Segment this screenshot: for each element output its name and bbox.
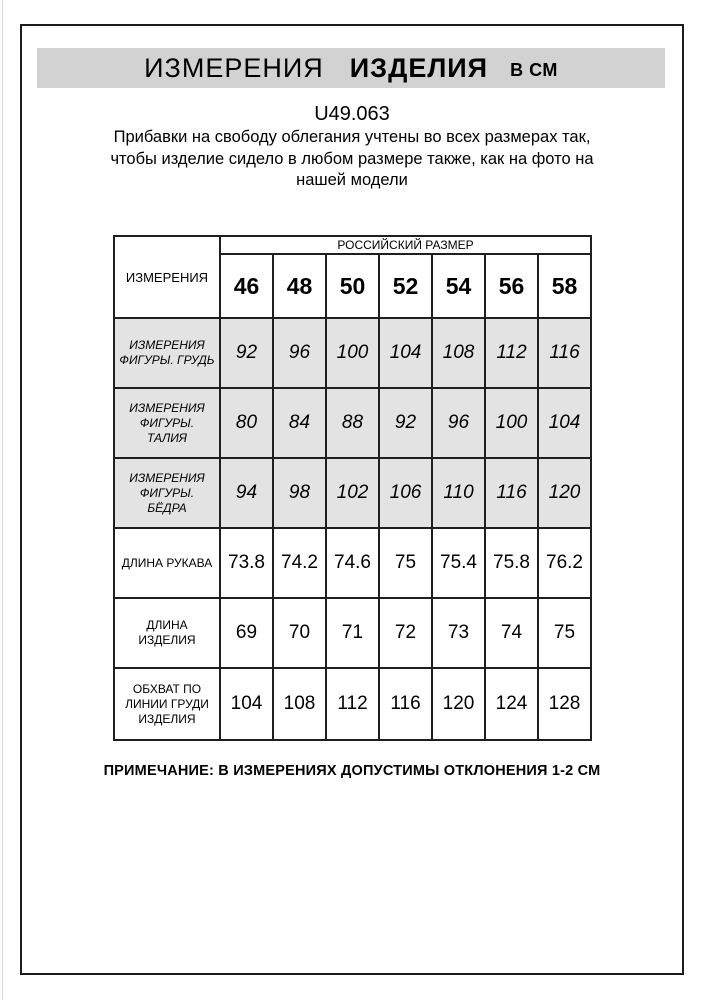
size-column-header: 50 <box>326 254 379 318</box>
value-cell: 116 <box>485 458 538 528</box>
value-cell: 76.2 <box>538 528 591 598</box>
value-cell: 110 <box>432 458 485 528</box>
value-cell: 92 <box>220 318 273 388</box>
value-cell: 74.6 <box>326 528 379 598</box>
value-cell: 104 <box>538 388 591 458</box>
note-text: ПРИМЕЧАНИЕ: В ИЗМЕРЕНИЯХ ДОПУСТИМЫ ОТКЛОНЕНИЯ 1-2 СМ <box>103 763 601 779</box>
page-frame <box>20 24 684 975</box>
value-cell: 74.2 <box>273 528 326 598</box>
value-cell: 80 <box>220 388 273 458</box>
value-cell: 108 <box>432 318 485 388</box>
row-label: ОБХВАТ ПО ЛИНИИ ГРУДИ ИЗДЕЛИЯ <box>114 668 220 740</box>
value-cell: 128 <box>538 668 591 740</box>
value-cell: 116 <box>538 318 591 388</box>
size-column-header: 58 <box>538 254 591 318</box>
value-cell: 70 <box>273 598 326 668</box>
value-cell: 73.8 <box>220 528 273 598</box>
value-cell: 106 <box>379 458 432 528</box>
row-label: ДЛИНА РУКАВА <box>114 528 220 598</box>
size-column-header: 48 <box>273 254 326 318</box>
value-cell: 116 <box>379 668 432 740</box>
value-cell: 84 <box>273 388 326 458</box>
value-cell: 75 <box>379 528 432 598</box>
value-cell: 100 <box>485 388 538 458</box>
value-cell: 75.8 <box>485 528 538 598</box>
row-label: ИЗМЕРЕНИЯ ФИГУРЫ. БЁДРА <box>114 458 220 528</box>
value-cell: 72 <box>379 598 432 668</box>
size-column-header: 46 <box>220 254 273 318</box>
size-table <box>113 235 592 741</box>
value-cell: 108 <box>273 668 326 740</box>
value-cell: 71 <box>326 598 379 668</box>
value-cell: 120 <box>432 668 485 740</box>
description-line-1: Прибавки на свободу облегания учтены во всех размерах так, <box>113 128 591 146</box>
value-cell: 75.4 <box>432 528 485 598</box>
group-header-row <box>114 236 591 254</box>
value-cell: 94 <box>220 458 273 528</box>
description-text <box>22 127 682 192</box>
value-cell: 98 <box>273 458 326 528</box>
value-cell: 88 <box>326 388 379 458</box>
size-column-header: 54 <box>432 254 485 318</box>
row-label: ДЛИНА ИЗДЕЛИЯ <box>114 598 220 668</box>
size-column-header: 56 <box>485 254 538 318</box>
corner-header-cell: ИЗМЕРЕНИЯ <box>114 236 220 318</box>
description-line-3: нашей модели <box>296 171 408 189</box>
value-cell: 100 <box>326 318 379 388</box>
value-cell: 102 <box>326 458 379 528</box>
value-cell: 104 <box>220 668 273 740</box>
title-word-measurements: ИЗМЕРЕНИЯ <box>144 52 324 83</box>
title-word-product: ИЗДЕЛИЯ <box>349 52 489 83</box>
value-cell: 69 <box>220 598 273 668</box>
size-column-header: 52 <box>379 254 432 318</box>
table-row-figure-waist <box>114 388 591 458</box>
model-number: U49.063 <box>314 103 390 125</box>
table-row-product-chest-girth <box>114 668 591 740</box>
russian-size-header: РОССИЙСКИЙ РАЗМЕР <box>220 236 591 254</box>
value-cell: 74 <box>485 598 538 668</box>
value-cell: 73 <box>432 598 485 668</box>
value-cell: 96 <box>273 318 326 388</box>
description-line-2: чтобы изделие сидело в любом размере также, как на фото на <box>110 149 594 168</box>
table-row-figure-hips <box>114 458 591 528</box>
table-row-product-length <box>114 598 591 668</box>
value-cell: 112 <box>326 668 379 740</box>
table-row-figure-chest <box>114 318 591 388</box>
value-cell: 75 <box>538 598 591 668</box>
row-label: ИЗМЕРЕНИЯ ФИГУРЫ. ГРУДЬ <box>114 318 220 388</box>
value-cell: 124 <box>485 668 538 740</box>
title-unit-cm: В СМ <box>510 59 558 80</box>
value-cell: 104 <box>379 318 432 388</box>
row-label: ИЗМЕРЕНИЯ ФИГУРЫ. ТАЛИЯ <box>114 388 220 458</box>
scan-edge-line <box>2 0 3 1000</box>
value-cell: 120 <box>538 458 591 528</box>
title-bar <box>37 48 665 88</box>
value-cell: 112 <box>485 318 538 388</box>
table-row-sleeve-length <box>114 528 591 598</box>
value-cell: 92 <box>379 388 432 458</box>
value-cell: 96 <box>432 388 485 458</box>
